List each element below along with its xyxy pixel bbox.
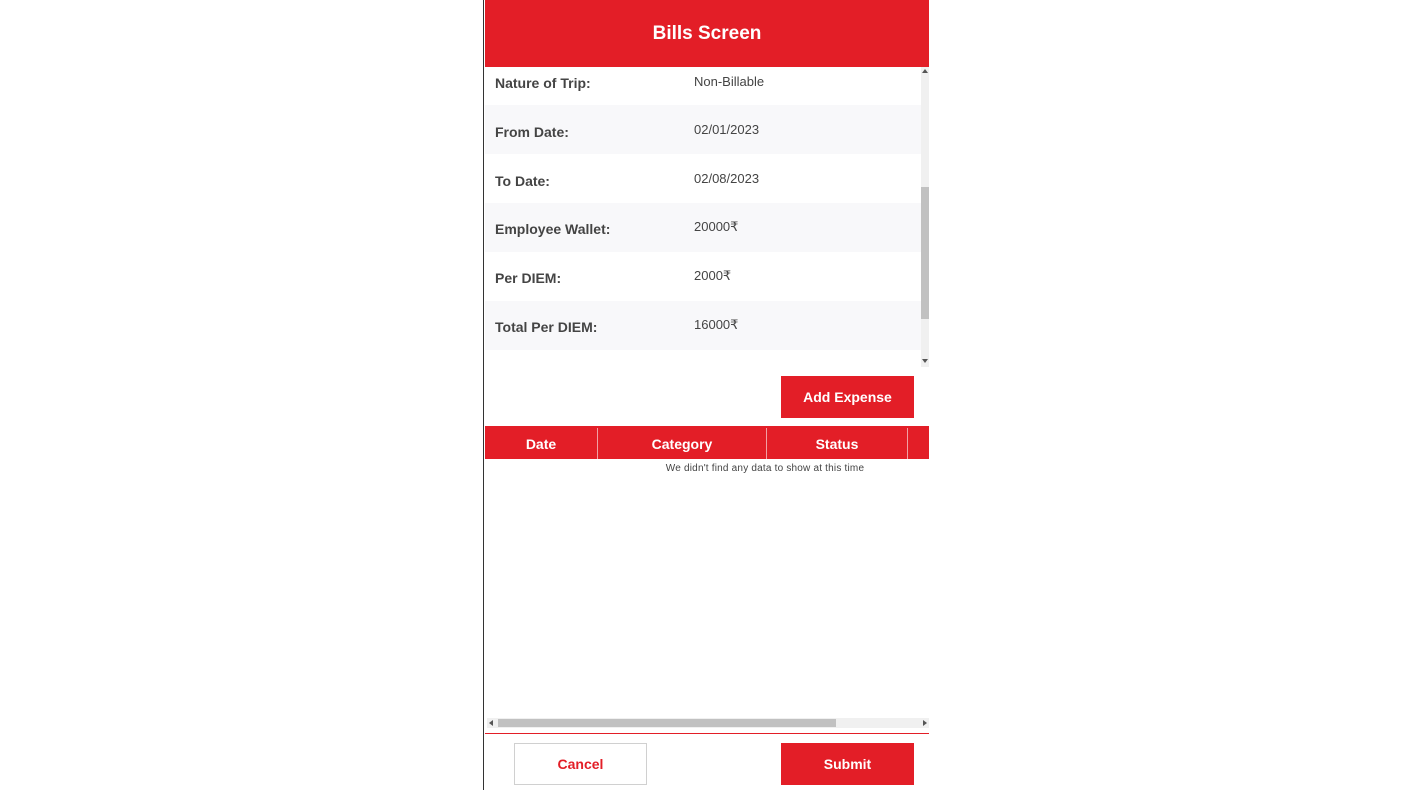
- detail-label: Employee Wallet:: [495, 221, 611, 237]
- column-header-overflow: [908, 428, 929, 459]
- detail-label: From Date:: [495, 124, 569, 140]
- cancel-button[interactable]: Cancel: [514, 743, 647, 785]
- scrollbar-thumb[interactable]: [921, 187, 929, 319]
- detail-row-from-date: [485, 105, 921, 154]
- details-vertical-scrollbar[interactable]: [921, 67, 929, 367]
- page-title: Bills Screen: [652, 22, 762, 44]
- column-header-category[interactable]: Category: [598, 428, 767, 459]
- detail-value: 2000₹: [694, 268, 732, 283]
- detail-value: 02/01/2023: [694, 122, 760, 137]
- bills-panel: [483, 0, 929, 790]
- scroll-down-icon[interactable]: [922, 359, 928, 363]
- column-header-date[interactable]: Date: [485, 428, 598, 459]
- scrollbar-thumb[interactable]: [498, 719, 836, 727]
- detail-label: Per DIEM:: [495, 270, 562, 286]
- trip-details[interactable]: [485, 67, 929, 367]
- detail-label: Nature of Trip:: [495, 75, 591, 91]
- detail-label: To Date:: [495, 173, 550, 189]
- detail-value: 20000₹: [694, 219, 739, 234]
- column-header-status[interactable]: Status: [767, 428, 908, 459]
- scroll-left-icon[interactable]: [489, 720, 493, 726]
- scroll-up-icon[interactable]: [922, 69, 928, 73]
- table-header: [485, 428, 929, 459]
- add-expense-button[interactable]: Add Expense: [781, 376, 914, 418]
- table-horizontal-scrollbar[interactable]: [487, 718, 929, 728]
- detail-value: Non-Billable: [694, 74, 765, 89]
- scroll-right-icon[interactable]: [923, 720, 927, 726]
- screen-header: [485, 0, 929, 67]
- detail-row-per-diem: [485, 252, 921, 301]
- expense-table: [485, 426, 929, 734]
- detail-row-employee-wallet: [485, 203, 921, 252]
- empty-table-message: We didn't find any data to show at this time: [665, 463, 865, 474]
- detail-value: 02/08/2023: [694, 171, 760, 186]
- detail-row-to-date: [485, 154, 921, 203]
- detail-row-total-per-diem: [485, 301, 921, 350]
- submit-button[interactable]: Submit: [781, 743, 914, 785]
- detail-value: 16000₹: [694, 317, 739, 332]
- detail-label: Total Per DIEM:: [495, 319, 598, 335]
